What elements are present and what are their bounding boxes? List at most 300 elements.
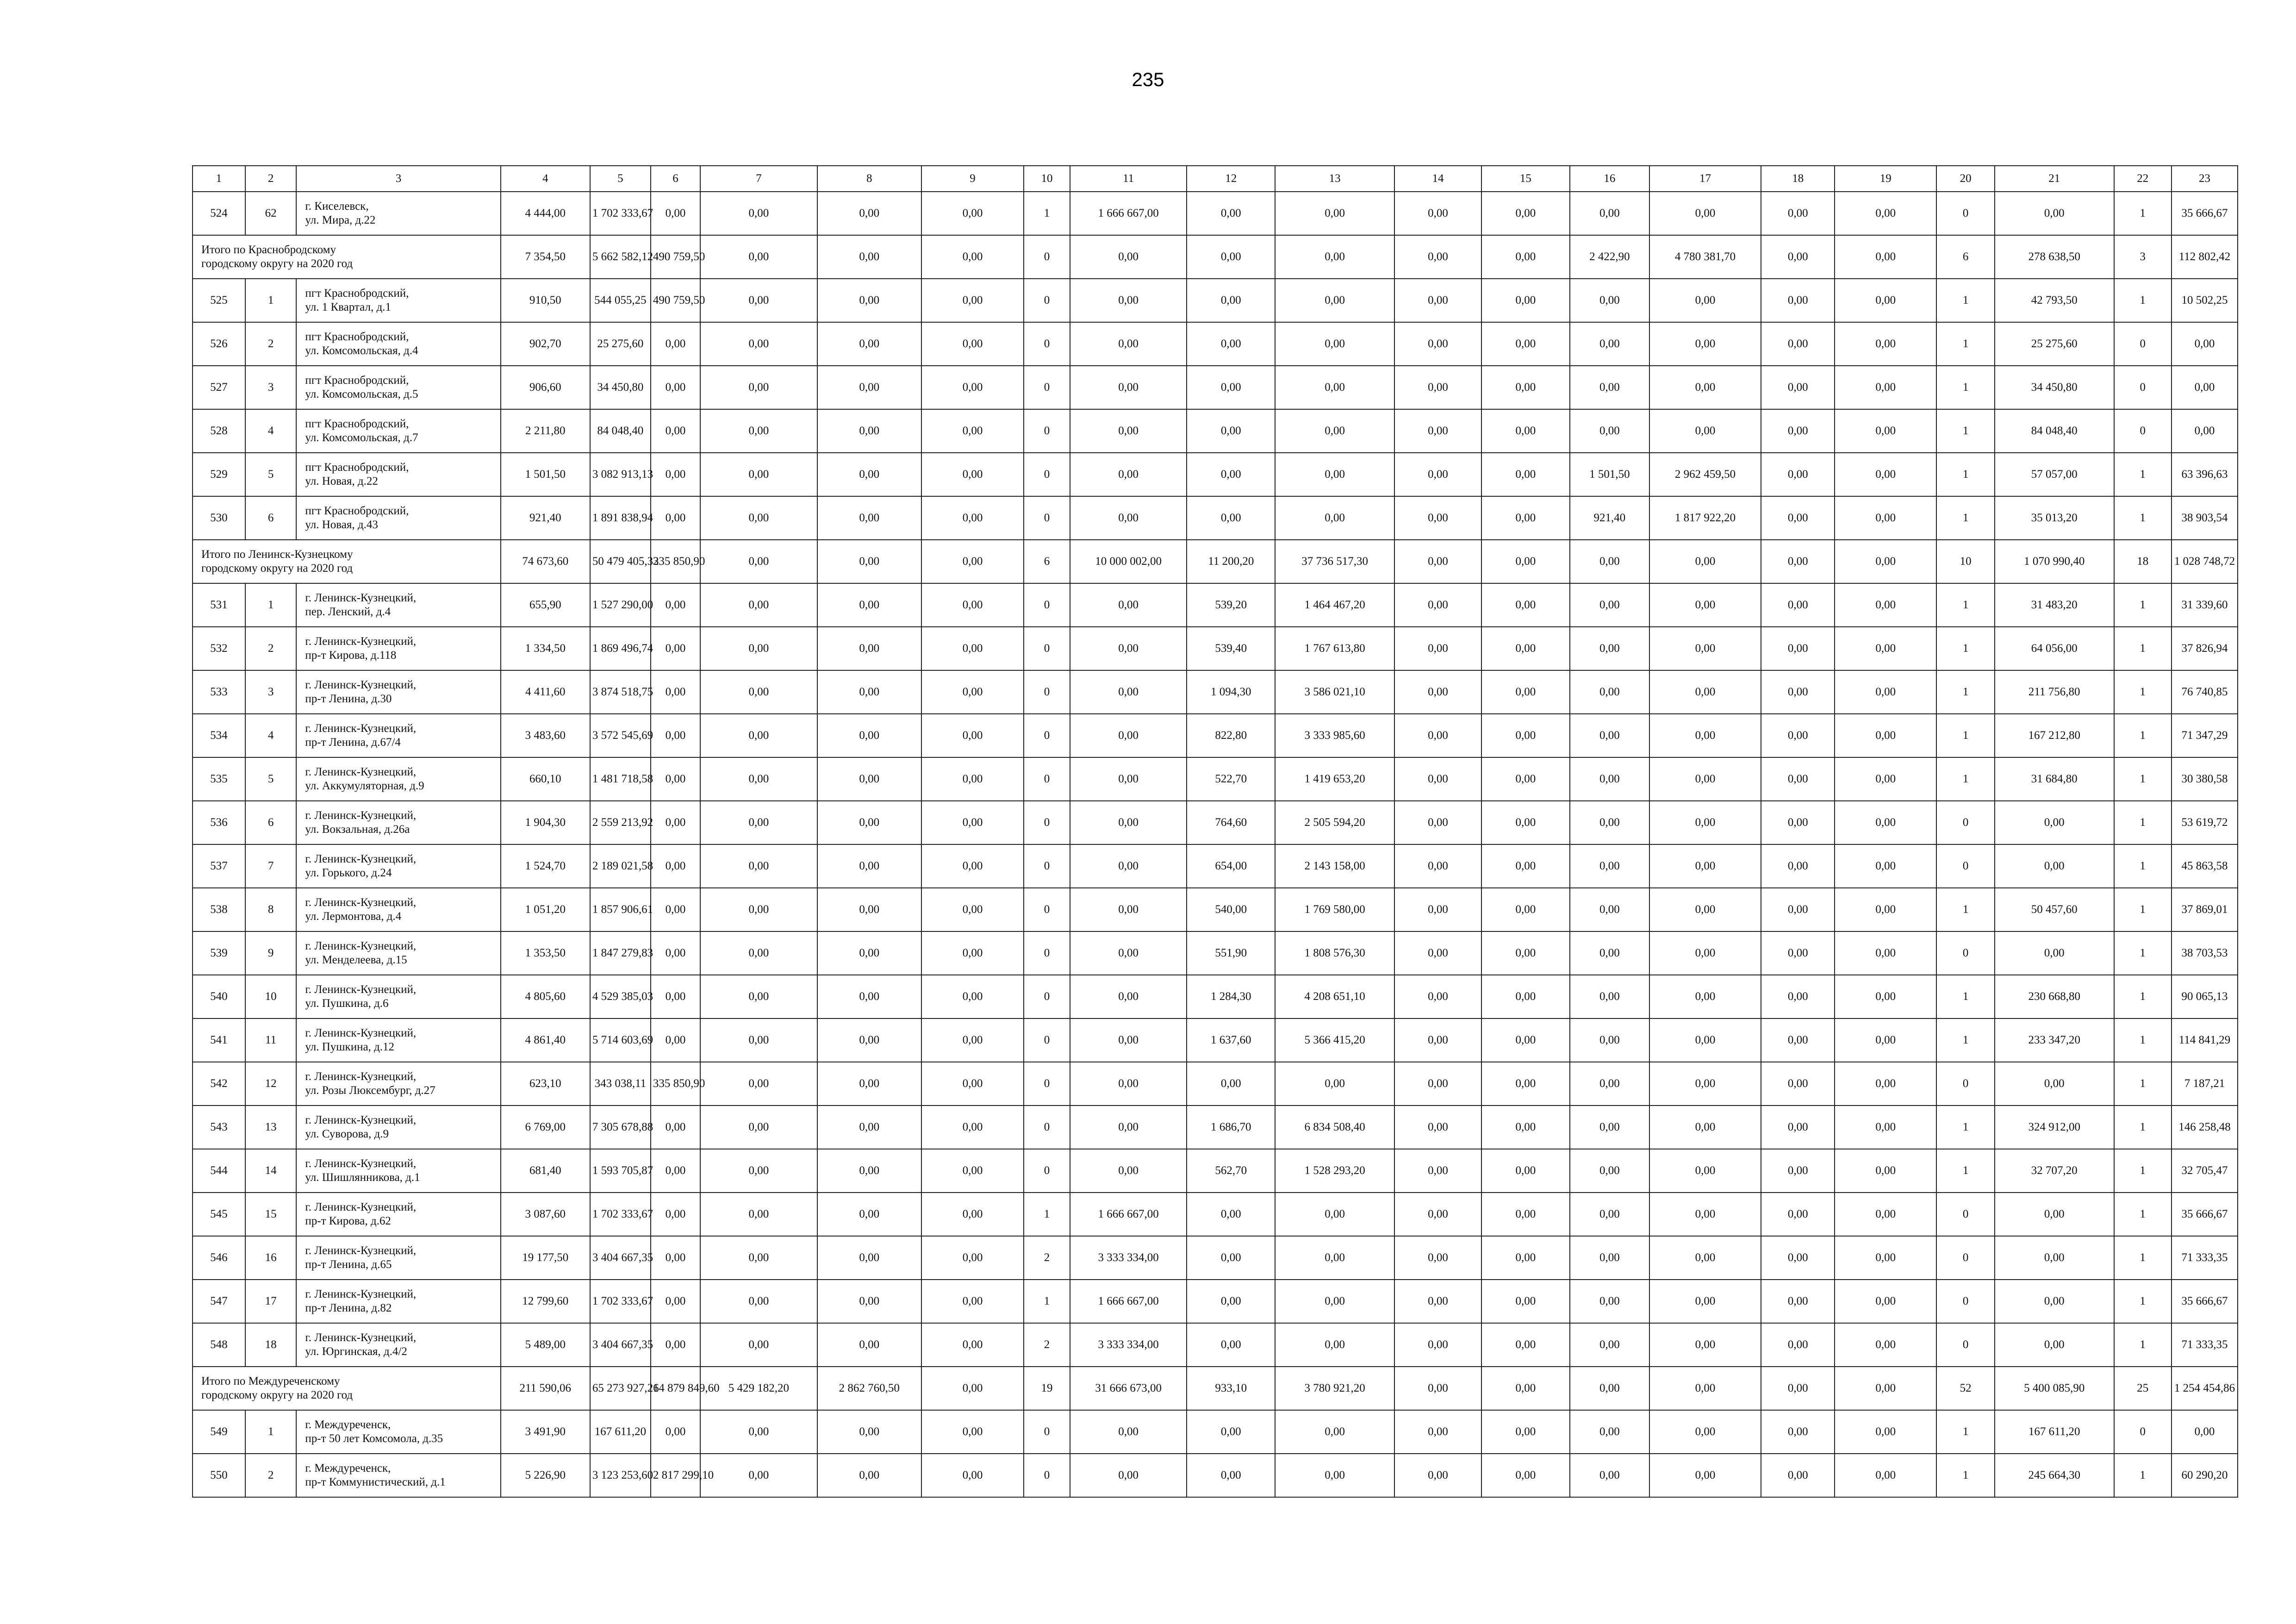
value-cell: 0,00	[1570, 714, 1649, 757]
address-line: пр-т Ленина, д.82	[305, 1302, 392, 1314]
value-cell: 3 333 985,60	[1275, 714, 1394, 757]
subtotal-label	[193, 1367, 501, 1410]
subtotal-label	[193, 235, 501, 279]
value-cell: 3 491,90	[501, 1410, 590, 1454]
value-cell: 38 703,53	[2172, 931, 2238, 975]
value-cell: 30 380,58	[2172, 757, 2238, 801]
sub-number: 9	[245, 931, 297, 975]
value-cell: 0,00	[1649, 757, 1761, 801]
address-cell	[296, 366, 500, 409]
value-cell: 0,00	[1481, 409, 1570, 453]
value-cell: 0,00	[1275, 1236, 1394, 1280]
value-cell: 0,00	[1835, 1062, 1936, 1106]
value-cell: 0,00	[1649, 1367, 1761, 1410]
value-cell: 0,00	[1761, 670, 1835, 714]
value-cell: 902,70	[501, 322, 590, 366]
value-cell: 0,00	[700, 844, 817, 888]
value-cell: 0,00	[1070, 714, 1187, 757]
address-line: г. Ленинск-Кузнецкий,	[305, 766, 417, 778]
value-cell: 31 339,60	[2172, 583, 2238, 627]
value-cell: 0,00	[817, 540, 921, 583]
value-cell: 1 702 333,67	[590, 1193, 651, 1236]
address-line: г. Ленинск-Кузнецкий,	[305, 809, 417, 822]
value-cell: 60 290,20	[2172, 1454, 2238, 1497]
value-cell: 2 817 299,10	[651, 1454, 700, 1497]
address-line: пр-т Ленина, д.30	[305, 693, 392, 705]
value-cell: 0,00	[1835, 1018, 1936, 1062]
value-cell: 681,40	[501, 1149, 590, 1193]
value-cell: 0,00	[1835, 627, 1936, 670]
value-cell: 0,00	[2172, 366, 2238, 409]
value-cell: 0,00	[1570, 1106, 1649, 1149]
value-cell: 0,00	[1187, 496, 1275, 540]
value-cell: 0	[2114, 366, 2172, 409]
sub-number: 10	[245, 975, 297, 1018]
column-header: 1	[193, 166, 245, 192]
value-cell: 1	[1936, 279, 1995, 322]
value-cell: 1 593 705,87	[590, 1149, 651, 1193]
value-cell: 2	[1024, 1236, 1070, 1280]
value-cell: 0,00	[921, 627, 1024, 670]
value-cell: 0,00	[1835, 1410, 1936, 1454]
value-cell: 0,00	[1481, 1018, 1570, 1062]
value-cell: 0	[1024, 844, 1070, 888]
value-cell: 0,00	[700, 757, 817, 801]
address-cell	[296, 1149, 500, 1193]
value-cell: 0,00	[921, 1410, 1024, 1454]
value-cell: 0	[1024, 279, 1070, 322]
value-cell: 0,00	[1394, 1410, 1481, 1454]
value-cell: 0,00	[921, 1454, 1024, 1497]
value-cell: 0,00	[1835, 540, 1936, 583]
value-cell: 0,00	[700, 975, 817, 1018]
value-cell: 0,00	[1481, 1236, 1570, 1280]
address-cell	[296, 714, 500, 757]
value-cell: 0,00	[1761, 496, 1835, 540]
value-cell: 0,00	[1835, 453, 1936, 496]
value-cell: 0	[1024, 1410, 1070, 1454]
value-cell: 0	[1024, 627, 1070, 670]
value-cell: 0,00	[1481, 453, 1570, 496]
address-cell	[296, 1454, 500, 1497]
address-line: ул. Аккумуляторная, д.9	[305, 780, 424, 792]
column-header: 23	[2172, 166, 2238, 192]
value-cell: 0,00	[1187, 279, 1275, 322]
value-cell: 1 847 279,83	[590, 931, 651, 975]
value-cell: 1	[1936, 453, 1995, 496]
value-cell: 0	[1024, 1018, 1070, 1062]
value-cell: 32 705,47	[2172, 1149, 2238, 1193]
row-number: 539	[193, 931, 245, 975]
value-cell: 0,00	[1649, 279, 1761, 322]
table-row	[193, 1280, 2238, 1323]
value-cell: 5 662 582,12	[590, 235, 651, 279]
report-table	[192, 165, 2238, 1498]
value-cell: 1 334,50	[501, 627, 590, 670]
address-line: пгт Краснобродский,	[305, 287, 409, 300]
value-cell: 0,00	[921, 1106, 1024, 1149]
value-cell: 0,00	[1570, 931, 1649, 975]
value-cell: 0,00	[1275, 322, 1394, 366]
value-cell: 1	[2114, 670, 2172, 714]
address-line: пр-т Кирова, д.62	[305, 1215, 391, 1227]
value-cell: 0,00	[1649, 1149, 1761, 1193]
value-cell: 1	[2114, 1149, 2172, 1193]
subtotal-row	[193, 235, 2238, 279]
value-cell: 0,00	[1835, 366, 1936, 409]
value-cell: 1	[1936, 627, 1995, 670]
value-cell: 0,00	[817, 583, 921, 627]
column-header: 2	[245, 166, 297, 192]
value-cell: 539,20	[1187, 583, 1275, 627]
value-cell: 3	[2114, 235, 2172, 279]
value-cell: 0,00	[817, 1106, 921, 1149]
address-line: пгт Краснобродский,	[305, 374, 409, 387]
address-line: ул. Горького, д.24	[305, 867, 392, 879]
value-cell: 1 891 838,94	[590, 496, 651, 540]
address-line: г. Ленинск-Кузнецкий,	[305, 1331, 417, 1344]
value-cell: 25 275,60	[1995, 322, 2114, 366]
table-row	[193, 844, 2238, 888]
value-cell: 0,00	[1835, 757, 1936, 801]
value-cell: 0,00	[1394, 888, 1481, 931]
value-cell: 1 501,50	[1570, 453, 1649, 496]
value-cell: 0,00	[1761, 192, 1835, 235]
value-cell: 0,00	[921, 1018, 1024, 1062]
table-row	[193, 888, 2238, 931]
value-cell: 0,00	[1649, 1062, 1761, 1106]
value-cell: 2 962 459,50	[1649, 453, 1761, 496]
sub-number: 6	[245, 496, 297, 540]
value-cell: 0,00	[817, 1018, 921, 1062]
value-cell: 1	[1936, 1106, 1995, 1149]
value-cell: 0,00	[817, 409, 921, 453]
value-cell: 35 666,67	[2172, 1280, 2238, 1323]
value-cell: 0,00	[1275, 496, 1394, 540]
row-number: 529	[193, 453, 245, 496]
value-cell: 0,00	[817, 322, 921, 366]
value-cell: 1 666 667,00	[1070, 192, 1187, 235]
value-cell: 0,00	[1481, 192, 1570, 235]
column-header: 21	[1995, 166, 2114, 192]
sub-number: 8	[245, 888, 297, 931]
value-cell: 0,00	[1835, 1106, 1936, 1149]
value-cell: 278 638,50	[1995, 235, 2114, 279]
address-cell	[296, 844, 500, 888]
value-cell: 0	[2114, 322, 2172, 366]
value-cell: 0,00	[1649, 540, 1761, 583]
value-cell: 3 087,60	[501, 1193, 590, 1236]
value-cell: 5 226,90	[501, 1454, 590, 1497]
value-cell: 0	[1936, 1193, 1995, 1236]
value-cell: 34 450,80	[1995, 366, 2114, 409]
value-cell: 0,00	[1394, 279, 1481, 322]
value-cell: 0,00	[700, 540, 817, 583]
value-cell: 76 740,85	[2172, 670, 2238, 714]
value-cell: 0,00	[817, 235, 921, 279]
address-line: пгт Краснобродский,	[305, 331, 409, 343]
value-cell: 0,00	[1570, 583, 1649, 627]
value-cell: 0,00	[700, 1323, 817, 1367]
value-cell: 5 489,00	[501, 1323, 590, 1367]
address-line: г. Киселевск,	[305, 200, 369, 212]
value-cell: 0,00	[1070, 844, 1187, 888]
value-cell: 1	[2114, 192, 2172, 235]
value-cell: 0,00	[1570, 1062, 1649, 1106]
value-cell: 0,00	[1275, 1323, 1394, 1367]
value-cell: 1	[2114, 583, 2172, 627]
value-cell: 0,00	[2172, 409, 2238, 453]
value-cell: 0,00	[1481, 714, 1570, 757]
value-cell: 0,00	[700, 1454, 817, 1497]
value-cell: 50 479 405,32	[590, 540, 651, 583]
value-cell: 0,00	[700, 670, 817, 714]
value-cell: 1	[1936, 1454, 1995, 1497]
value-cell: 0,00	[921, 583, 1024, 627]
value-cell: 0,00	[1761, 540, 1835, 583]
value-cell: 1	[1024, 192, 1070, 235]
value-cell: 0,00	[1649, 1454, 1761, 1497]
row-number: 524	[193, 192, 245, 235]
value-cell: 562,70	[1187, 1149, 1275, 1193]
value-cell: 1	[1936, 366, 1995, 409]
value-cell: 0,00	[1394, 757, 1481, 801]
value-cell: 0,00	[651, 409, 700, 453]
value-cell: 5 429 182,20	[700, 1367, 817, 1410]
value-cell: 0,00	[1649, 583, 1761, 627]
value-cell: 0,00	[1649, 192, 1761, 235]
value-cell: 0,00	[1649, 409, 1761, 453]
column-header: 22	[2114, 166, 2172, 192]
value-cell: 0,00	[1070, 1062, 1187, 1106]
value-cell: 0,00	[1481, 1149, 1570, 1193]
address-line: ул. Комсомольская, д.7	[305, 431, 418, 444]
value-cell: 65 273 927,26	[590, 1367, 651, 1410]
value-cell: 0,00	[1835, 975, 1936, 1018]
row-number: 548	[193, 1323, 245, 1367]
value-cell: 522,70	[1187, 757, 1275, 801]
value-cell: 0,00	[1995, 801, 2114, 844]
value-cell: 764,60	[1187, 801, 1275, 844]
value-cell: 0,00	[651, 366, 700, 409]
value-cell: 0,00	[1835, 888, 1936, 931]
sub-number: 2	[245, 322, 297, 366]
value-cell: 3 123 253,60	[590, 1454, 651, 1497]
value-cell: 0,00	[1649, 1236, 1761, 1280]
value-cell: 1	[2114, 1454, 2172, 1497]
value-cell: 0,00	[1070, 1106, 1187, 1149]
value-cell: 0,00	[1570, 540, 1649, 583]
value-cell: 0,00	[921, 453, 1024, 496]
value-cell: 0,00	[1481, 496, 1570, 540]
value-cell: 0,00	[1570, 1149, 1649, 1193]
value-cell: 0,00	[1394, 1106, 1481, 1149]
value-cell: 0,00	[1070, 801, 1187, 844]
subtotal-label-line: городскому округу на 2020 год	[201, 562, 353, 575]
sub-number: 18	[245, 1323, 297, 1367]
value-cell: 0,00	[1481, 888, 1570, 931]
value-cell: 0,00	[700, 1149, 817, 1193]
value-cell: 0,00	[1761, 931, 1835, 975]
column-header: 13	[1275, 166, 1394, 192]
sub-number: 14	[245, 1149, 297, 1193]
value-cell: 0,00	[1394, 496, 1481, 540]
value-cell: 245 664,30	[1995, 1454, 2114, 1497]
value-cell: 0,00	[700, 627, 817, 670]
value-cell: 1	[2114, 975, 2172, 1018]
value-cell: 35 666,67	[2172, 1193, 2238, 1236]
value-cell: 74 673,60	[501, 540, 590, 583]
table-row	[193, 1410, 2238, 1454]
address-line: пр-т Коммунистический, д.1	[305, 1476, 446, 1488]
table-row	[193, 583, 2238, 627]
value-cell: 0,00	[1394, 322, 1481, 366]
address-line: пр-т Ленина, д.65	[305, 1258, 392, 1271]
value-cell: 0,00	[700, 888, 817, 931]
value-cell: 0,00	[1275, 1062, 1394, 1106]
value-cell: 0,00	[700, 1236, 817, 1280]
address-line: пер. Ленский, д.4	[305, 606, 391, 618]
value-cell: 3 333 334,00	[1070, 1323, 1187, 1367]
value-cell: 0,00	[1570, 279, 1649, 322]
value-cell: 84 048,40	[1995, 409, 2114, 453]
address-line: г. Ленинск-Кузнецкий,	[305, 1114, 417, 1126]
value-cell: 1	[2114, 757, 2172, 801]
value-cell: 52	[1936, 1367, 1995, 1410]
row-number: 541	[193, 1018, 245, 1062]
value-cell: 1	[1936, 583, 1995, 627]
address-cell	[296, 670, 500, 714]
subtotal-label-line: Итого по Междуреченскому	[201, 1375, 340, 1387]
value-cell: 4 529 385,03	[590, 975, 651, 1018]
value-cell: 0,00	[700, 931, 817, 975]
address-cell	[296, 279, 500, 322]
value-cell: 0	[1936, 931, 1995, 975]
value-cell: 0,00	[921, 844, 1024, 888]
value-cell: 0,00	[1275, 1454, 1394, 1497]
value-cell: 0,00	[1070, 627, 1187, 670]
address-line: ул. Комсомольская, д.4	[305, 344, 418, 357]
value-cell: 1	[1936, 1018, 1995, 1062]
value-cell: 0,00	[1394, 1454, 1481, 1497]
value-cell: 37 736 517,30	[1275, 540, 1394, 583]
value-cell: 540,00	[1187, 888, 1275, 931]
value-cell: 0,00	[921, 1236, 1024, 1280]
value-cell: 0,00	[700, 1062, 817, 1106]
address-line: г. Ленинск-Кузнецкий,	[305, 1201, 417, 1213]
column-header: 12	[1187, 166, 1275, 192]
value-cell: 4 411,60	[501, 670, 590, 714]
address-line: ул. Розы Люксембург, д.27	[305, 1084, 436, 1097]
value-cell: 2 143 158,00	[1275, 844, 1394, 888]
value-cell: 0,00	[1394, 670, 1481, 714]
table-row	[193, 1323, 2238, 1367]
value-cell: 84 048,40	[590, 409, 651, 453]
value-cell: 0,00	[1394, 931, 1481, 975]
sub-number: 15	[245, 1193, 297, 1236]
value-cell: 0,00	[651, 1018, 700, 1062]
value-cell: 0,00	[1187, 192, 1275, 235]
value-cell: 57 057,00	[1995, 453, 2114, 496]
address-line: пгт Краснобродский,	[305, 461, 409, 474]
value-cell: 0	[1024, 801, 1070, 844]
value-cell: 0,00	[1761, 1323, 1835, 1367]
table-row	[193, 409, 2238, 453]
value-cell: 25 275,60	[590, 322, 651, 366]
address-line: г. Ленинск-Кузнецкий,	[305, 853, 417, 865]
column-header: 15	[1481, 166, 1570, 192]
value-cell: 12 799,60	[501, 1280, 590, 1323]
value-cell: 0	[1024, 1062, 1070, 1106]
value-cell: 1 686,70	[1187, 1106, 1275, 1149]
value-cell: 0,00	[817, 1410, 921, 1454]
value-cell: 0,00	[651, 714, 700, 757]
value-cell: 0,00	[1070, 975, 1187, 1018]
value-cell: 0,00	[1070, 757, 1187, 801]
row-number: 526	[193, 322, 245, 366]
value-cell: 1	[2114, 453, 2172, 496]
table-row	[193, 1236, 2238, 1280]
value-cell: 4 444,00	[501, 192, 590, 235]
value-cell: 4 208 651,10	[1275, 975, 1394, 1018]
value-cell: 34 450,80	[590, 366, 651, 409]
value-cell: 0,00	[1275, 235, 1394, 279]
value-cell: 0,00	[1835, 1193, 1936, 1236]
address-cell	[296, 931, 500, 975]
column-header: 10	[1024, 166, 1070, 192]
value-cell: 0,00	[1481, 1454, 1570, 1497]
value-cell: 0	[1936, 801, 1995, 844]
value-cell: 0,00	[1070, 888, 1187, 931]
value-cell: 37 869,01	[2172, 888, 2238, 931]
value-cell: 0,00	[651, 1106, 700, 1149]
value-cell: 0,00	[1570, 757, 1649, 801]
row-number: 530	[193, 496, 245, 540]
sub-number: 11	[245, 1018, 297, 1062]
value-cell: 0,00	[1481, 1106, 1570, 1149]
value-cell: 0,00	[1835, 1323, 1936, 1367]
address-line: г. Ленинск-Кузнецкий,	[305, 1157, 417, 1170]
table-row	[193, 801, 2238, 844]
address-cell	[296, 1018, 500, 1062]
value-cell: 551,90	[1187, 931, 1275, 975]
subtotal-row	[193, 540, 2238, 583]
value-cell: 3 572 545,69	[590, 714, 651, 757]
value-cell: 0,00	[700, 322, 817, 366]
value-cell: 0	[1936, 1280, 1995, 1323]
value-cell: 0,00	[1070, 1149, 1187, 1193]
value-cell: 1 767 613,80	[1275, 627, 1394, 670]
value-cell: 1	[1936, 714, 1995, 757]
value-cell: 0,00	[1570, 627, 1649, 670]
value-cell: 0,00	[1070, 366, 1187, 409]
value-cell: 0,00	[1761, 1280, 1835, 1323]
value-cell: 1	[1936, 409, 1995, 453]
column-header: 14	[1394, 166, 1481, 192]
value-cell: 0,00	[1394, 1149, 1481, 1193]
value-cell: 921,40	[1570, 496, 1649, 540]
address-cell	[296, 627, 500, 670]
value-cell: 3 874 518,75	[590, 670, 651, 714]
value-cell: 2	[1024, 1323, 1070, 1367]
address-cell	[296, 453, 500, 496]
value-cell: 1 501,50	[501, 453, 590, 496]
value-cell: 10	[1936, 540, 1995, 583]
value-cell: 1 666 667,00	[1070, 1280, 1187, 1323]
value-cell: 42 793,50	[1995, 279, 2114, 322]
address-line: ул. Лермонтова, д.4	[305, 910, 402, 923]
value-cell: 5 400 085,90	[1995, 1367, 2114, 1410]
